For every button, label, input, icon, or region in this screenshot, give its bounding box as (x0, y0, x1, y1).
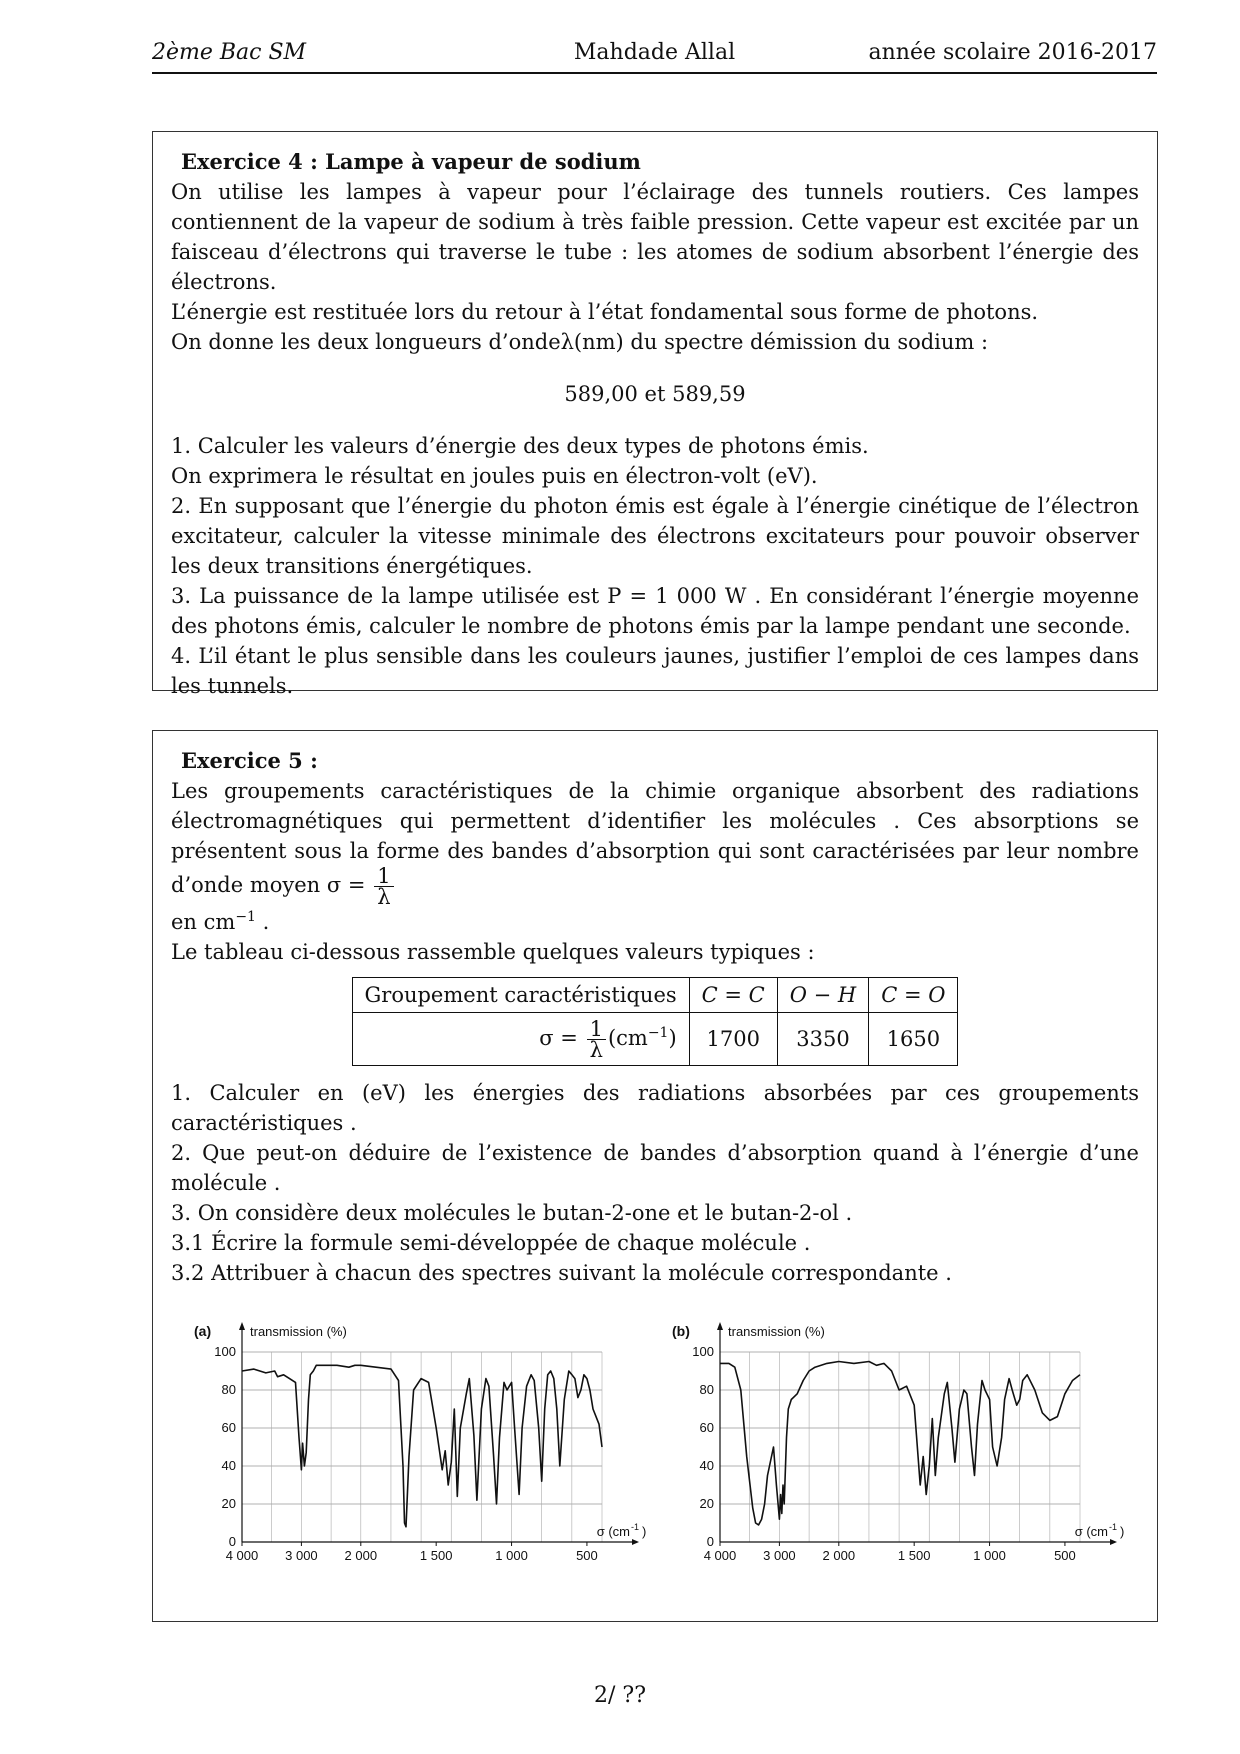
spectrum-a (190, 1320, 670, 1570)
y-tick-label: 100 (692, 1344, 714, 1359)
y-axis-label: transmission (%) (250, 1324, 347, 1339)
table-fraction-numerator: 1 (587, 1019, 606, 1040)
spectrum-b (668, 1320, 1148, 1570)
x-tick-label: 1 500 (419, 1548, 453, 1563)
unit-text: en cm (171, 910, 236, 934)
exercise-5-table-intro: Le tableau ci-dessous rassemble quelques valeurs typiques : (171, 940, 815, 964)
panel-label: (b) (672, 1323, 690, 1339)
x-tick-label: 1 000 (495, 1548, 528, 1563)
sigma-suffix-close: ) (668, 1025, 677, 1050)
exercise-5-intro (171, 776, 1139, 907)
sigma-suffix-exponent: −1 (647, 1024, 669, 1041)
exercise-5-question-3-2: 3.2 Attribuer à chacun des spectres suivant la molécule correspondante . (171, 1261, 952, 1285)
exercise-4-title: Exercice 4 : Lampe à vapeur de sodium (181, 149, 641, 174)
table-group-co: C = O (869, 978, 958, 1013)
wavelength-values: 589,00 et 589,59 (564, 382, 746, 406)
x-tick-label: 2 000 (344, 1548, 378, 1563)
unit-tail: . (255, 910, 270, 934)
y-tick-label: 80 (221, 1382, 236, 1397)
table-row (352, 978, 958, 1013)
exercise-5-question-1: 1. Calculer en (eV) les énergies des radiations absorbées par ces groupements caractéristiques . (171, 1081, 1139, 1135)
x-axis-label-exponent: -1 (631, 1522, 640, 1532)
y-axis-label: transmission (%) (728, 1324, 825, 1339)
x-axis-label: σ (cm (1074, 1524, 1108, 1539)
sigma-fraction-denominator: λ (377, 885, 391, 909)
table-group-cc: C = C (689, 978, 777, 1013)
y-tick-label: 60 (699, 1420, 714, 1435)
x-tick-label: 4 000 (225, 1548, 259, 1563)
exercise-4-question-1: 1. Calculer les valeurs d’énergie des deux types de photons émis. (171, 434, 869, 458)
header-year: année scolaire 2016-2017 (868, 40, 1157, 65)
table-value-co: 1650 (869, 1013, 958, 1066)
spectrum-line (242, 1365, 602, 1527)
exercise-5-title: Exercice 5 : (181, 748, 318, 773)
y-tick-label: 60 (221, 1420, 236, 1435)
exercise-4-intro-1: On utilise les lampes à vapeur pour l’éclairage des tunnels routiers. Ces lampes contiennent de la vapeur de sodium à très faible pression. Cette vapeur est excitée par un faisceau d’électrons qui traverse le tube : les atomes de sodium absorbent l’énergie des électrons. (171, 180, 1139, 294)
sigma-prefix: σ = (539, 1025, 578, 1050)
page-header (152, 40, 1157, 74)
x-tick-label: 2 000 (822, 1548, 856, 1563)
exercise-4-question-3: 3. La puissance de la lampe utilisée est P = 1 000 W . En considérant l’énergie moyenne des photons émis, calculer le nombre de photons émis par la lampe pendant une seconde. (171, 584, 1139, 638)
exercise-5-question-3-1: 3.1 Écrire la formule semi-développée de chaque molécule . (171, 1231, 811, 1255)
panel-label: (a) (194, 1323, 212, 1339)
y-tick-label: 40 (221, 1458, 236, 1473)
y-tick-label: 0 (228, 1534, 236, 1549)
x-tick-label: 3 000 (763, 1548, 796, 1563)
x-axis-label-close: ) (642, 1524, 647, 1539)
exercise-5-question-2: 2. Que peut-on déduire de l’existence de bandes d’absorption quand à l’énergie d’une molécule . (171, 1141, 1139, 1195)
x-tick-label: 1 000 (973, 1548, 1006, 1563)
table-sigma-fraction (587, 1016, 606, 1062)
exercise-4-question-4: 4. L’il étant le plus sensible dans les couleurs jaunes, justifier l’emploi de ces lampes dans les tunnels. (171, 644, 1139, 698)
y-tick-label: 20 (699, 1496, 714, 1511)
exercise-4-intro-3: On donne les deux longueurs d’ondeλ(nm) du spectre démission du sodium : (171, 330, 989, 354)
table-group-oh: O − H (777, 978, 868, 1013)
x-axis-label: σ (cm (596, 1524, 630, 1539)
y-tick-label: 20 (221, 1496, 236, 1511)
x-tick-label: 500 (576, 1548, 598, 1563)
x-axis-arrow (632, 1539, 639, 1545)
header-author: Mahdade Allal (573, 40, 736, 65)
exercise-4-box (152, 131, 1158, 698)
exercise-5-question-3: 3. On considère deux molécules le butan-2-one et le butan-2-ol . (171, 1201, 853, 1225)
table-value-oh: 3350 (777, 1013, 868, 1066)
page-number: 2/ ?? (594, 1683, 646, 1708)
y-axis-arrow (239, 1322, 245, 1330)
header-class: 2ème Bac SM (152, 40, 307, 65)
y-tick-label: 80 (699, 1382, 714, 1397)
table-value-cc: 1700 (689, 1013, 777, 1066)
sigma-fraction-numerator: 1 (374, 866, 393, 887)
x-tick-label: 500 (1054, 1548, 1076, 1563)
table-fraction-denominator: λ (589, 1037, 603, 1062)
x-axis-label-close: ) (1120, 1524, 1125, 1539)
exercise-5-intro-text: Les groupements caractéristiques de la chimie organique absorbent des radiations électromagnétiques qui permettent d’identifier les molécules . Ces absorptions se présentent sous la forme des bandes d’absorption qui sont caractérisées par leur nombre d’onde moyen σ = (171, 779, 1139, 897)
x-tick-label: 1 500 (897, 1548, 931, 1563)
x-tick-label: 3 000 (285, 1548, 318, 1563)
x-axis-label-exponent: -1 (1109, 1522, 1118, 1532)
table-sigma-label (352, 1013, 689, 1066)
spectrum-line (720, 1362, 1080, 1525)
x-axis-arrow (1110, 1539, 1117, 1545)
exercise-4-intro-2: L’énergie est restituée lors du retour à l’état fondamental sous forme de photons. (171, 300, 1039, 324)
exercise-4-question-1-note: On exprimera le résultat en joules puis en électron-volt (eV). (171, 464, 818, 488)
y-tick-label: 0 (706, 1534, 714, 1549)
y-tick-label: 40 (699, 1458, 714, 1473)
y-tick-label: 100 (214, 1344, 236, 1359)
sigma-suffix: (cm (607, 1025, 648, 1050)
exercise-5-unit-line (171, 907, 1139, 937)
sigma-fraction (374, 866, 393, 907)
groups-table (352, 977, 959, 1066)
table-header-groups: Groupement caractéristiques (352, 978, 689, 1013)
exercise-4-question-2: 2. En supposant que l’énergie du photon émis est égale à l’énergie cinétique de l’électron excitateur, calculer la vitesse minimale des électrons excitateurs pour pouvoir observer les deux transitions énergétiques. (171, 494, 1139, 578)
table-row (352, 1013, 958, 1066)
y-axis-arrow (717, 1322, 723, 1330)
x-tick-label: 4 000 (703, 1548, 737, 1563)
unit-exponent: −1 (235, 909, 256, 925)
